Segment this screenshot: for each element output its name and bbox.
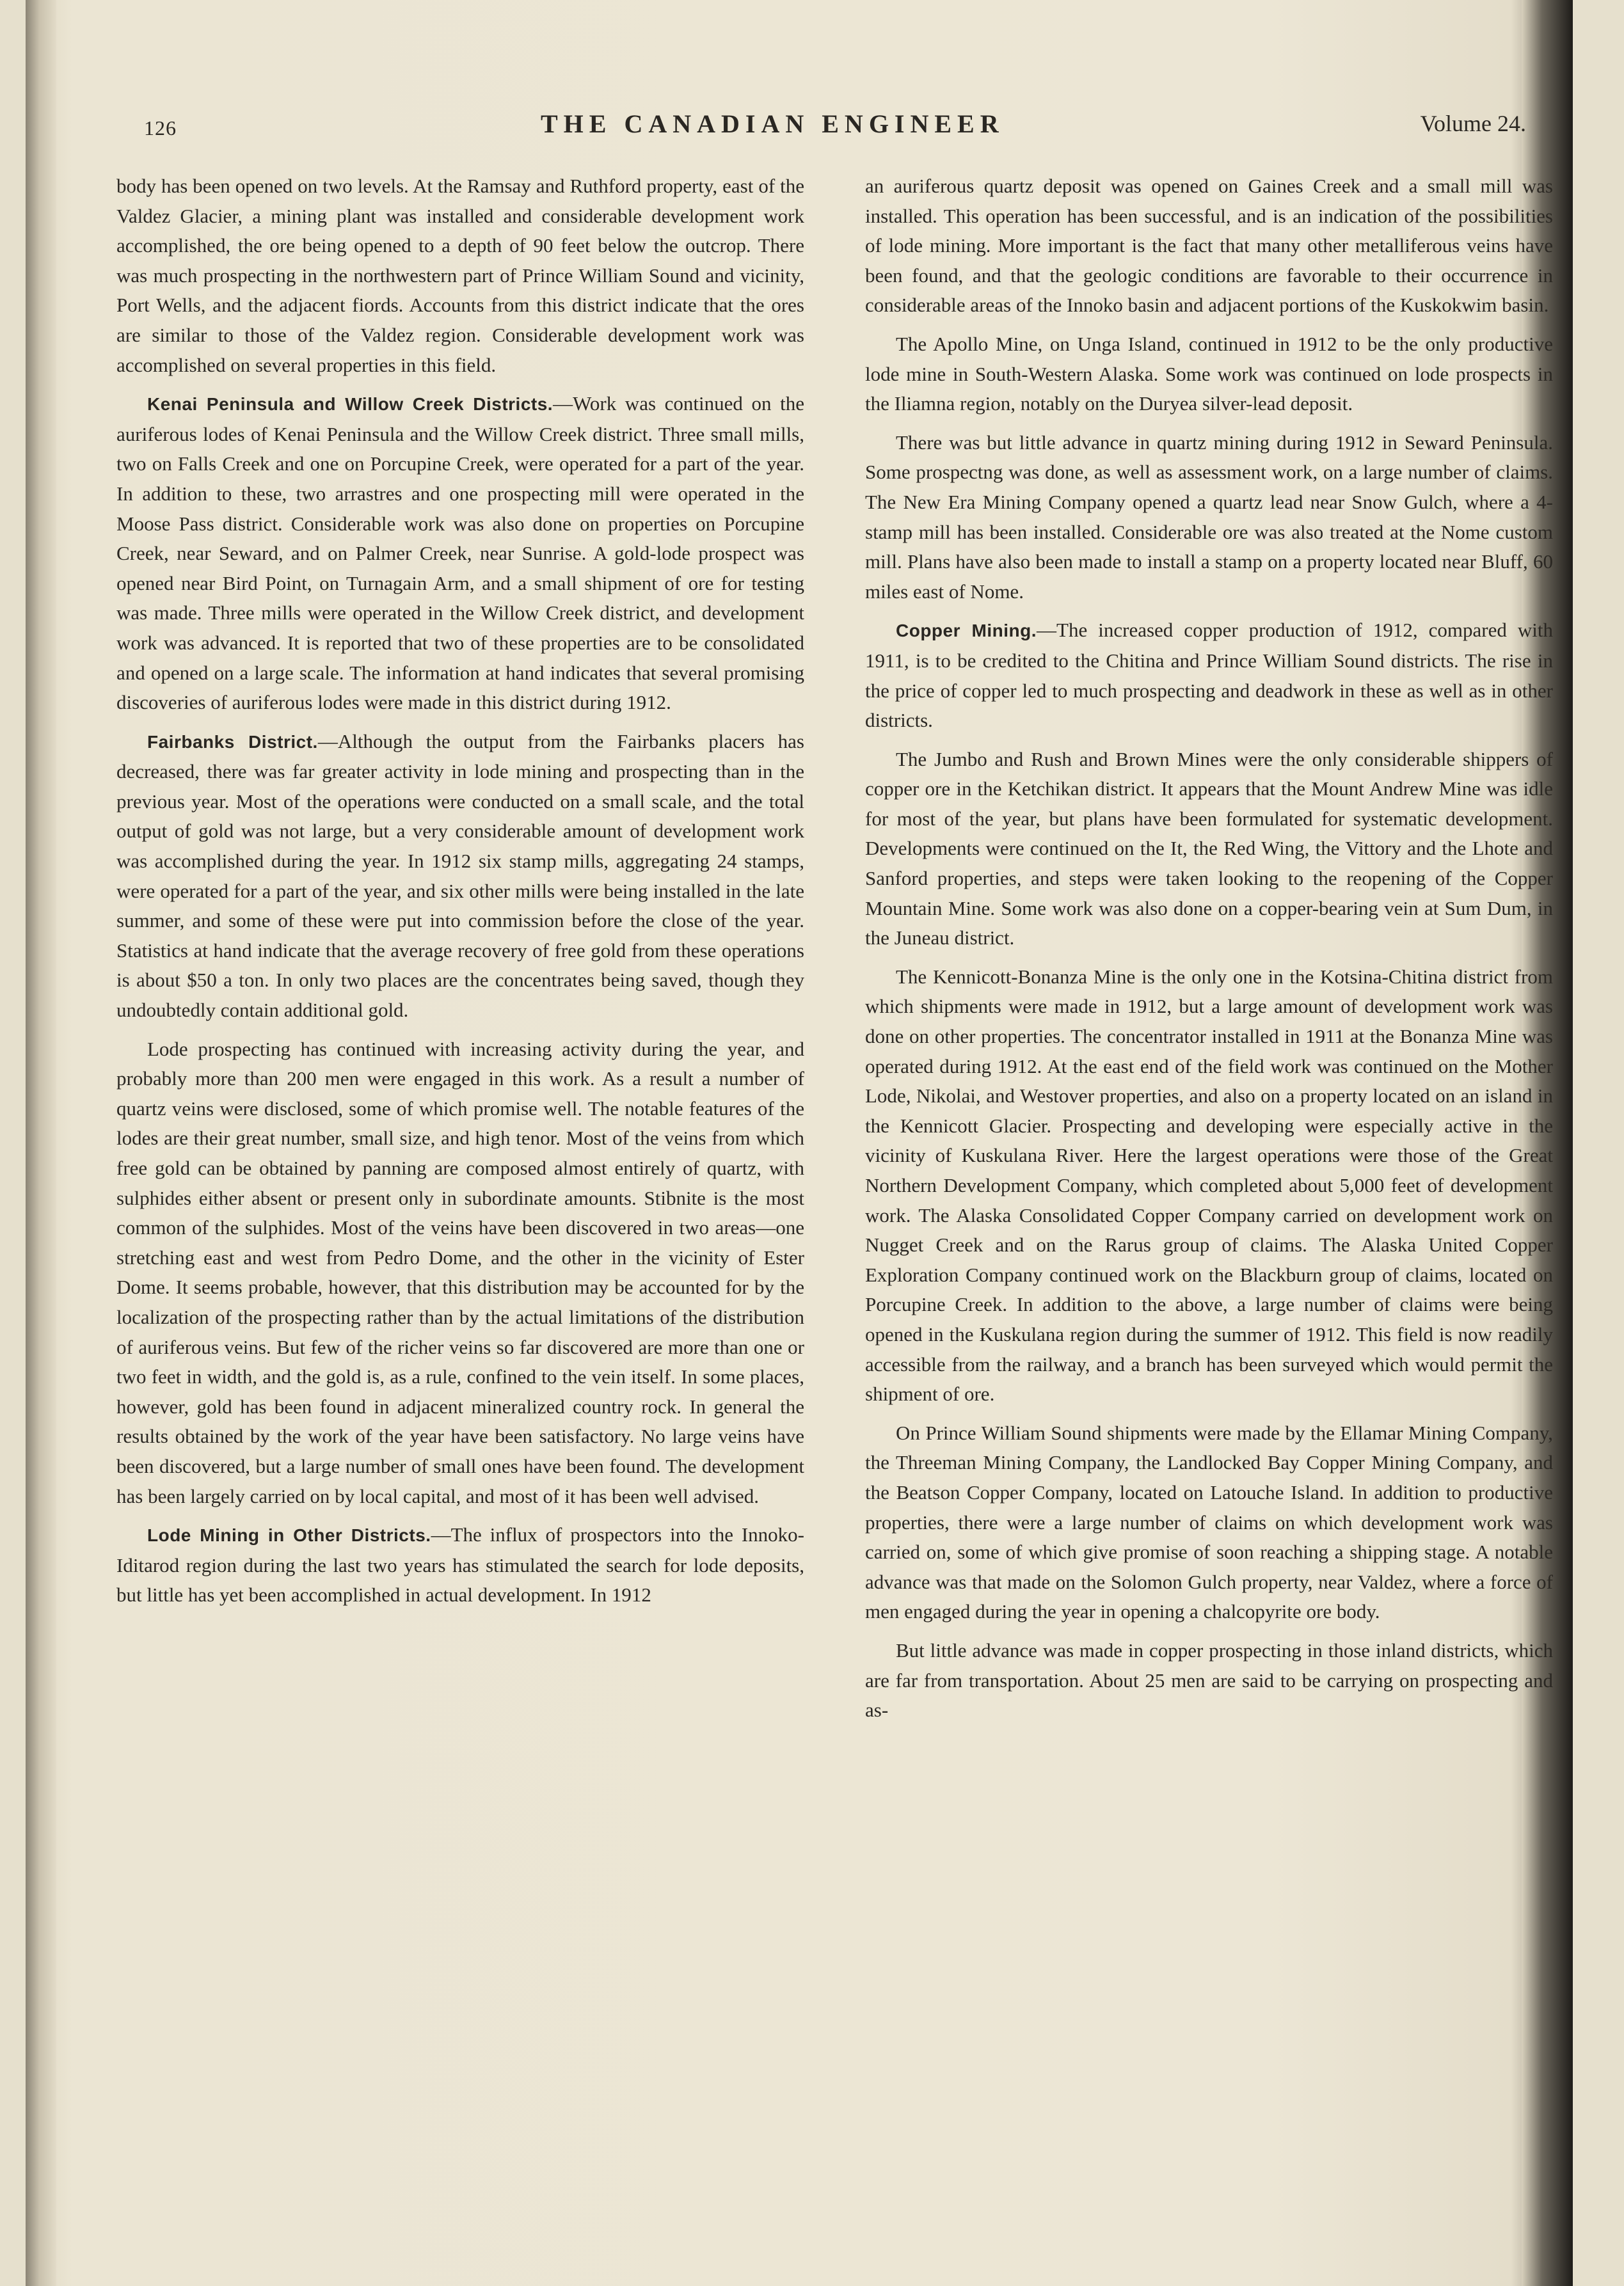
section-heading-copper: Copper Mining. xyxy=(896,621,1037,641)
binding-gutter xyxy=(26,0,56,2286)
paragraph-text: —The influx of prospectors into the Innoko-Iditarod region during the last two years has stimulated the search for lode deposits, but little has yet been accomplished in actual development. In 1912 xyxy=(116,1523,805,1607)
paragraph-fairbanks xyxy=(116,727,804,1026)
paragraph-text: —Although the output from the Fairbanks placers has decreased, there was far greater activity in lode mining and prospecting than in the previous year. Most of the operations were conducted on a small scale, and the total output of gold was not large, but a very considerable amount of development work was accomplished during the year. In 1912 six stamp mills, aggregating 24 stamps, were operated for a part of the year, and six other mills were being installed in the late summer, and some of these were put into commission before the close of the year. Statistics at hand indicate that the average recovery of free gold from these operations is about $50 a ton. In only two places are the concentrates being saved, though they undoubtedly contain additional gold. xyxy=(116,729,805,1022)
paragraph-kenai xyxy=(116,389,804,718)
left-column xyxy=(116,171,804,1619)
paragraph: body has been opened on two levels. At the Ramsay and Ruthford property, east of the Valdez Glacier, a mining plant was installed and considerable development work accomplished, the ore being opened to a depth of 90 feet below the outcrop. There was much prospecting in the northwestern part of Prince William Sound and vicinity, Port Wells, and the adjacent fiords. Accounts from this district indicate that the ores are similar to those of the Valdez region. Considerable development work was accomplished on several properties in this field. xyxy=(116,175,804,376)
paragraph: The Apollo Mine, on Unga Island, continued in 1912 to be the only productive lode mine in South-Western Alaska. Some work was continued on lode prospects in the Iliamna region, notably on the Duryea silver-lead deposit. xyxy=(865,332,1553,415)
running-head xyxy=(144,109,1526,154)
paragraph: The Kennicott-Bonanza Mine is the only one in the Kotsina-Chitina district from which shipments were made in 1912, but a large amount of development work was done on other properties. The concentrator installed in 1911 at the Bonanza Mine was operated during 1912. At the east end of the field work was continued on the Mother Lode, Nikolai, and Westover properties, and also on a property located on an island in the Kennicott Glacier. Prospecting and developing were especially active in the vicinity of Kuskulana River. Here the largest operations were those of the Great Northern Development Company, which completed about 5,000 feet of development work. The Alaska Consolidated Copper Company carried on development work on Nugget Creek and on the Rarus group of claims. The Alaska United Copper Exploration Company continued work on the Blackburn group of claims, located on Porcupine Creek. In addition to the above, a large number of claims were being opened in the Kuskulana region during the summer of 1912. This field is now readily accessible from the railway, and a branch has been surveyed which would permit the shipment of ore. xyxy=(865,965,1553,1406)
paragraph-lode xyxy=(116,1520,804,1610)
section-heading-fairbanks: Fairbanks District. xyxy=(147,731,318,752)
right-column xyxy=(865,171,1553,1734)
paragraph: Lode prospecting has continued with increasing activity during the year, and probably more than 200 men were engaged in this work. As a result a number of quartz veins were disclosed, some of which promise well. The notable features of the lodes are their great number, small size, and high tenor. Most of the veins from which free gold can be obtained by panning are composed almost entirely of quartz, with sulphides either absent or present only in subordinate amounts. Stibnite is the most common of the sulphides. Most of the veins have been discovered in two areas—one stretching east and west from Pedro Dome, and the other in the vicinity of Ester Dome. It seems probable, however, that this distribution may be accounted for by the localization of the prospecting rather than by the actual limitations of the distribution of auriferous veins. But few of the richer veins so far discovered are more than one or two feet in width, and the gold is, as a rule, confined to the vein itself. In some places, however, gold has been found in adjacent mineralized country rock. In general the results obtained by the work of the year have been satisfactory. No large veins have been discovered, but a large number of small ones have been found. The development has been largely carried on by local capital, and most of it has been well advised. xyxy=(116,1037,804,1507)
section-heading-lode: Lode Mining in Other Districts. xyxy=(147,1525,431,1546)
paragraph: an auriferous quartz deposit was opened on Gaines Creek and a small mill was installed. This operation has been successful, and is an indication of the possibilities of lode mining. More important is the fact that many other metalliferous veins have been found, and that the geologic conditions are favorable to their occurrence in considerable areas of the Innoko basin and adjacent portions of the Kuskokwim basin. xyxy=(865,175,1553,317)
paragraph: The Jumbo and Rush and Brown Mines were the only considerable shippers of copper ore in the Ketchikan district. It appears that the Mount Andrew Mine was idle for most of the year, but plans have been formulated for systematic development. Developments were continued on the It, the Red Wing, the Vittory and the Lhote and Sanford properties, and steps were taken looking to the reopening of the Copper Mountain Mine. Some work was also done on a copper-bearing vein at Sum Dum, in the Juneau district. xyxy=(865,747,1553,949)
section-heading-kenai: Kenai Peninsula and Willow Creek Districts. xyxy=(147,394,553,415)
volume-label: Volume 24. xyxy=(1420,111,1526,136)
page-number: 126 xyxy=(144,116,177,139)
paragraph-copper xyxy=(865,615,1553,735)
paragraph: There was but little advance in quartz mining during 1912 in Seward Peninsula. Some prospectng was done, as well as assessment work, on a large number of claims. The New Era Mining Company opened a quartz lead near Snow Gulch, where a 4-stamp mill has been installed. Considerable ore was also treated at the Nome custom mill. Plans have also been made to install a stamp on a property located near Bluff, 60 miles east of Nome. xyxy=(865,431,1553,603)
paragraph-text: —The increased copper production of 1912, compared with 1911, is to be credited to the Chitina and Prince William Sound districts. The rise in the price of copper led to much prospecting and deadwork in these as well as in other districts. xyxy=(865,619,1553,732)
paragraph: On Prince William Sound shipments were made by the Ellamar Mining Company, the Threeman Mining Company, the Landlocked Bay Copper Mining Company, and the Beatson Copper Company, located on Latouche Island. In addition to productive properties, there were a large number of claims on which development work was carried on, some of which give promise of soon reaching a shipping stage. A notable advance was that made on the Solomon Gulch property, near Valdez, where a force of men engaged during the year in opening a chalcopyrite ore body. xyxy=(865,1421,1553,1623)
journal-title: THE CANADIAN ENGINEER xyxy=(541,109,1005,138)
paragraph-text: —Work was continued on the auriferous lodes of Kenai Peninsula and the Willow Creek district. Three small mills, two on Falls Creek and one on Porcupine Creek, were operated for a part of the year. In addition to these, two arrastres and one prospecting mill were operated in the Moose Pass district. Considerable work was also done on properties on Porcupine Creek, near Seward, and on Palmer Creek, near Sunrise. A gold-lode prospect was opened near Bird Point, on Turnagain Arm, and a small shipment of ore for testing was made. Three mills were operated in the Willow Creek district, and development work was advanced. It is reported that two of these properties are to be consolidated and opened on a large scale. The information at hand indicates that several promising discoveries of auriferous lodes were made in this district during 1912. xyxy=(116,392,804,714)
paragraph: But little advance was made in copper prospecting in those inland districts, which are far from transportation. About 25 men are said to be carrying on prospecting and as- xyxy=(865,1639,1553,1722)
